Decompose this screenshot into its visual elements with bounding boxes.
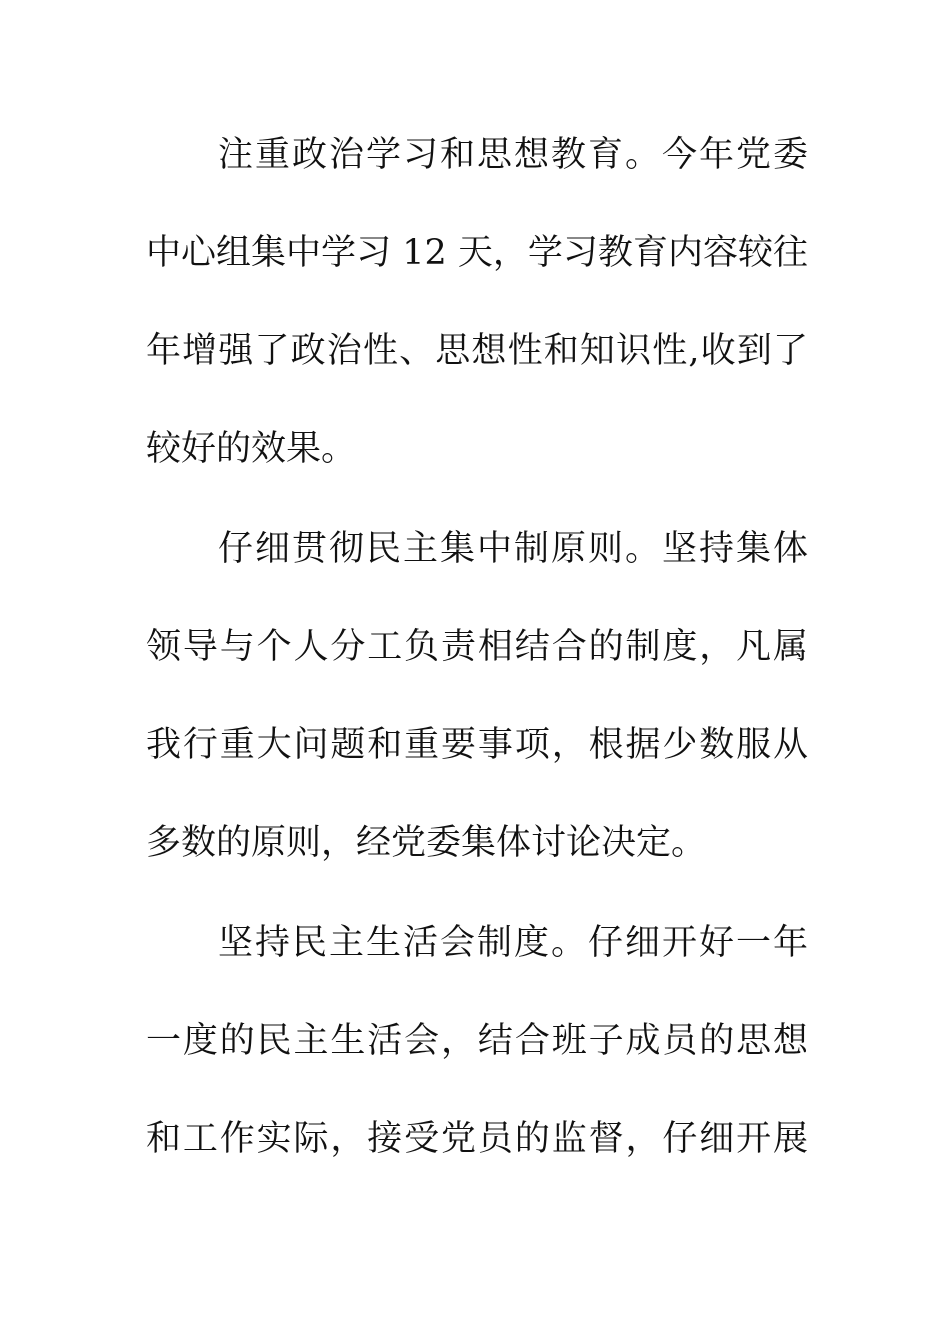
paragraph-3-line-3: 和工作实际，接受党员的监督，仔细开展 — [146, 1119, 808, 1159]
paragraph-2-line-2: 领导与个人分工负责相结合的制度，凡属 — [146, 627, 808, 667]
paragraph-1-line-2: 中心组集中学习 12 天，学习教育内容较往 — [146, 233, 808, 273]
paragraph-1-line-4: 较好的效果。 — [146, 429, 357, 469]
paragraph-1-line-3: 年增强了政治性、思想性和知识性,收到了 — [146, 331, 808, 371]
paragraph-2-line-1: 仔细贯彻民主集中制原则。坚持集体 — [218, 529, 808, 569]
paragraph-1-line-1: 注重政治学习和思想教育。今年党委 — [218, 135, 808, 175]
paragraph-3-line-1: 坚持民主生活会制度。仔细开好一年 — [218, 923, 808, 963]
paragraph-2-line-3: 我行重大问题和重要事项，根据少数服从 — [146, 725, 808, 765]
paragraph-3-line-2: 一度的民主生活会，结合班子成员的思想 — [146, 1021, 808, 1061]
paragraph-2-line-4: 多数的原则，经党委集体讨论决定。 — [146, 823, 707, 863]
